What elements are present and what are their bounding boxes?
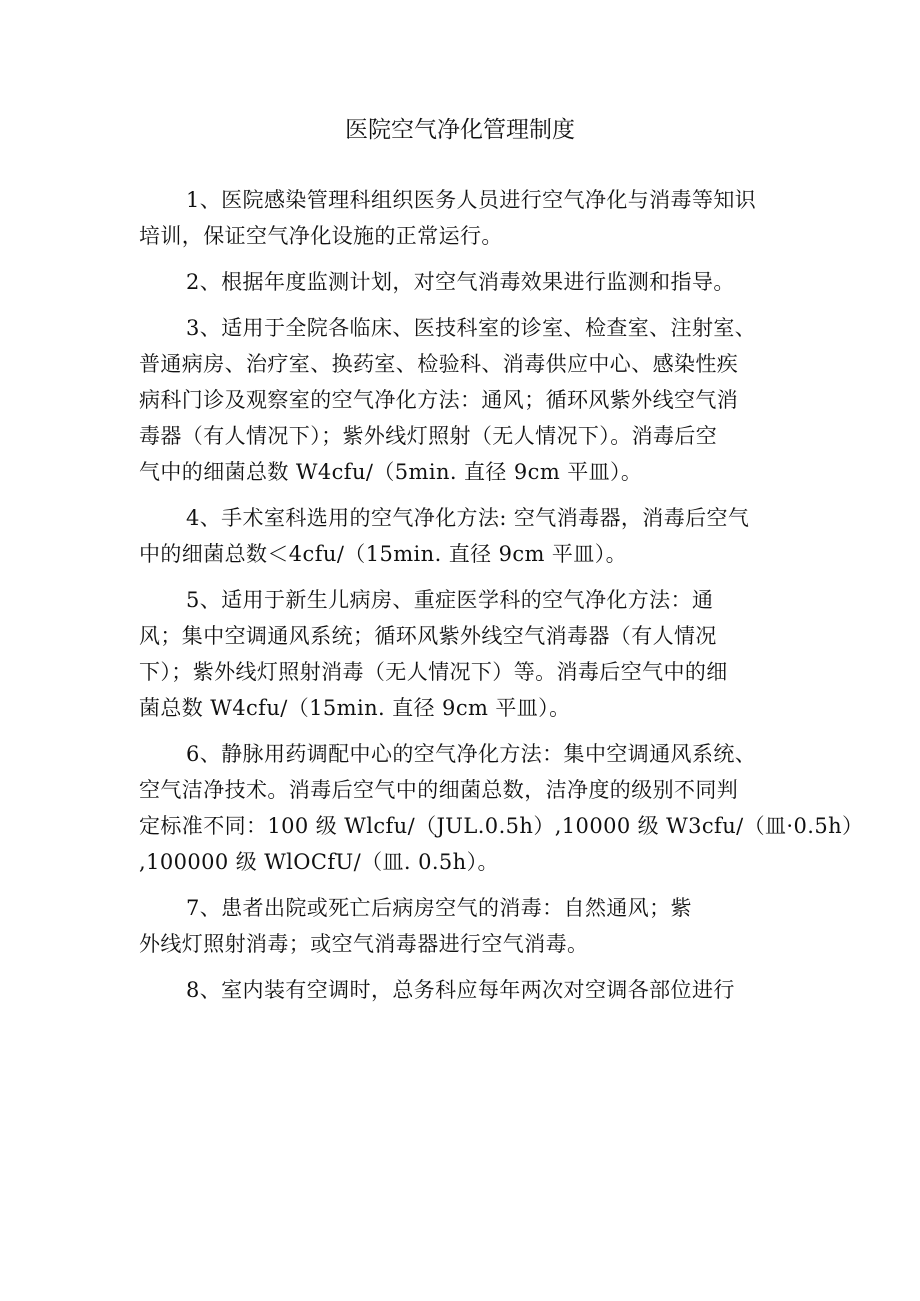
document-title: 医院空气净化管理制度 xyxy=(345,117,575,143)
paragraph-5 xyxy=(139,582,815,726)
paragraph-line: 中的细菌总数＜4cfu∕（15min. 直径 9cm 平皿）。 xyxy=(139,542,628,566)
paragraph-line: 1、医院感染管理科组织医务人员进行空气净化与消毒等知识 xyxy=(186,188,757,212)
document-body xyxy=(139,182,864,1008)
paragraph-line: 4、手术室科选用的空气净化方法: 空气消毒器，消毒后空气 xyxy=(186,506,750,530)
paragraph-line: 培训，保证空气净化设施的正常运行。 xyxy=(139,224,503,248)
paragraph-line: 外线灯照射消毒；或空气消毒器进行空气消毒。 xyxy=(139,932,589,956)
paragraph-line: 6、静脉用药调配中心的空气净化方法：集中空调通风系统、 xyxy=(186,742,757,766)
paragraph-line: 2、根据年度监测计划，对空气消毒效果进行监测和指导。 xyxy=(186,270,735,294)
paragraph-line: 病科门诊及观察室的空气净化方法：通风；循环风紫外线空气消 xyxy=(139,388,739,412)
paragraph-line: 5、适用于新生儿病房、重症医学科的空气净化方法：通 xyxy=(186,588,714,612)
paragraph-line: 气中的细菌总数 W4cfu∕（5min. 直径 9cm 平皿）。 xyxy=(139,460,643,484)
paragraph-line: 3、适用于全院各临床、医技科室的诊室、检查室、注射室、 xyxy=(186,316,757,340)
paragraph-2 xyxy=(139,264,815,300)
paragraph-6 xyxy=(139,736,864,880)
paragraph-4 xyxy=(139,500,815,572)
paragraph-line: ,100000 级 WlOCfU/（皿. 0.5h）。 xyxy=(139,850,499,874)
paragraph-7 xyxy=(139,890,815,962)
paragraph-line: 风；集中空调通风系统；循环风紫外线空气消毒器（有人情况 xyxy=(139,624,717,648)
paragraph-line: 空气洁净技术。消毒后空气中的细菌总数，洁净度的级别不同判 xyxy=(139,778,739,802)
paragraph-line: 定标准不同：100 级 Wlcfu∕（JUL.0.5h）,10000 级 W3cfu∕（皿·0.5h） xyxy=(139,814,864,838)
paragraph-line: 下）；紫外线灯照射消毒（无人情况下）等。消毒后空气中的细 xyxy=(139,660,728,684)
paragraph-line: 菌总数 W4cfu∕（15min. 直径 9cm 平皿）。 xyxy=(139,696,571,720)
paragraph-3 xyxy=(139,310,815,490)
paragraph-8 xyxy=(139,972,815,1008)
paragraph-line: 7、患者出院或死亡后病房空气的消毒：自然通风；紫 xyxy=(186,896,692,920)
paragraph-line: 毒器（有人情况下）；紫外线灯照射（无人情况下）。消毒后空 xyxy=(139,424,718,448)
paragraph-1 xyxy=(139,182,815,254)
paragraph-line: 8、室内装有空调时，总务科应每年两次对空调各部位进行 xyxy=(186,978,735,1002)
paragraph-line: 普通病房、治疗室、换药室、检验科、消毒供应中心、感染性疾 xyxy=(139,352,739,376)
